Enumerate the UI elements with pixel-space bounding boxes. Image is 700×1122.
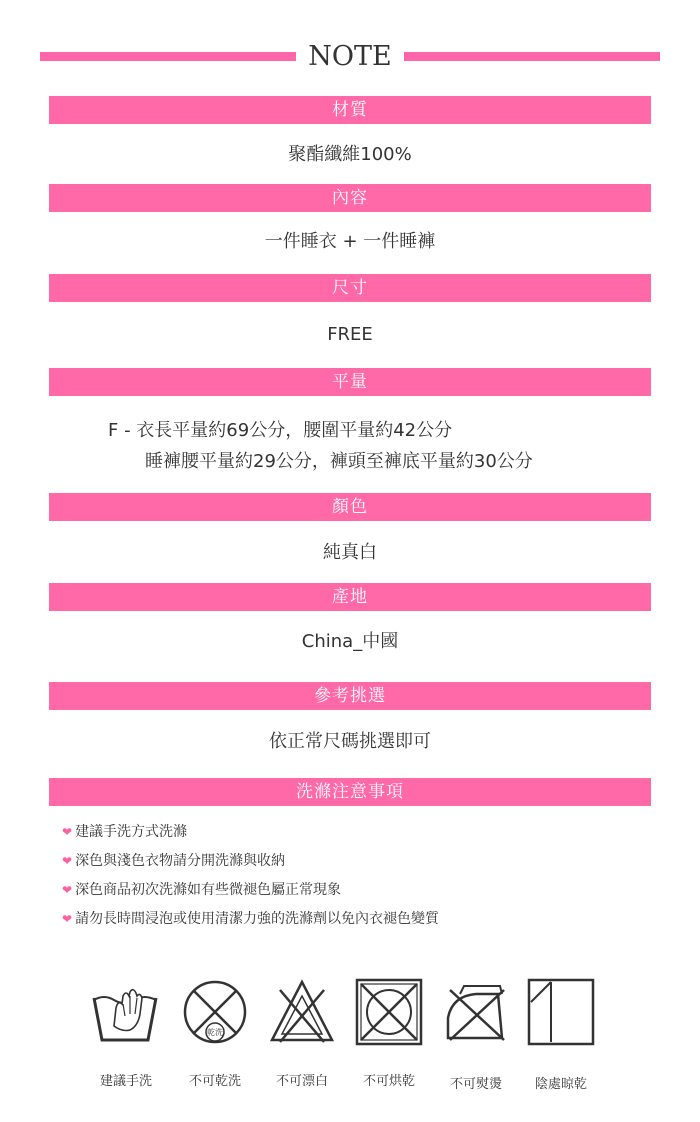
measurement-line-1: F - 衣長平量約69公分，腰圍平量約42公分 xyxy=(108,420,453,441)
hand-wash-icon xyxy=(92,978,160,1046)
page-title: NOTE xyxy=(40,40,660,74)
section-header-reference: 參考挑選 xyxy=(49,682,651,710)
care-instructions-list xyxy=(62,820,622,936)
section-header-color: 顏色 xyxy=(49,493,651,521)
no-dry-clean-icon xyxy=(181,978,249,1046)
shade-dry-icon xyxy=(527,978,595,1046)
no-bleach-label: 不可漂白 xyxy=(275,1074,328,1089)
no-iron-icon xyxy=(442,978,510,1046)
origin-value: China_中國 xyxy=(301,631,399,652)
material-value: 聚酯纖維100% xyxy=(288,144,412,165)
no-tumble-dry-label: 不可烘乾 xyxy=(362,1074,415,1089)
note-title-row xyxy=(40,40,660,74)
dry-clean-label: 乾洗 xyxy=(207,1028,223,1037)
list-item: ❤ 深色商品初次洗滌如有些微褪色屬正常現象 xyxy=(62,882,342,898)
heart-icon: ❤ xyxy=(62,825,73,839)
section-header-material: 材質 xyxy=(49,96,651,124)
shade-dry-label: 陰處晾乾 xyxy=(534,1077,587,1092)
section-header-care: 洗滌注意事項 xyxy=(49,778,651,806)
heart-icon: ❤ xyxy=(62,854,73,868)
section-header-size: 尺寸 xyxy=(49,274,651,302)
heart-icon: ❤ xyxy=(62,912,73,926)
hand-wash-label: 建議手洗 xyxy=(99,1074,152,1089)
no-bleach-icon xyxy=(268,978,336,1046)
no-dry-clean-label: 不可乾洗 xyxy=(188,1074,241,1089)
section-header-origin: 產地 xyxy=(49,583,651,611)
list-item: ❤ 請勿長時間浸泡或使用清潔力強的洗滌劑以免內衣褪色變質 xyxy=(62,911,440,927)
size-value: FREE xyxy=(327,324,373,345)
section-header-contents: 內容 xyxy=(49,184,651,212)
no-tumble-dry-icon xyxy=(355,978,423,1046)
no-iron-label: 不可熨燙 xyxy=(449,1077,502,1092)
list-item: ❤ 建議手洗方式洗滌 xyxy=(62,824,188,840)
measurement-line-2: 睡褲腰平量約29公分，褲頭至褲底平量約30公分 xyxy=(145,451,533,472)
contents-value: 一件睡衣 + 一件睡褲 xyxy=(264,231,436,252)
color-value: 純真白 xyxy=(323,542,377,563)
section-header-measurements: 平量 xyxy=(49,368,651,396)
heart-icon: ❤ xyxy=(62,883,73,897)
list-item: ❤ 深色與淺色衣物請分開洗滌與收納 xyxy=(62,853,286,869)
reference-value: 依正常尺碼挑選即可 xyxy=(269,731,431,752)
